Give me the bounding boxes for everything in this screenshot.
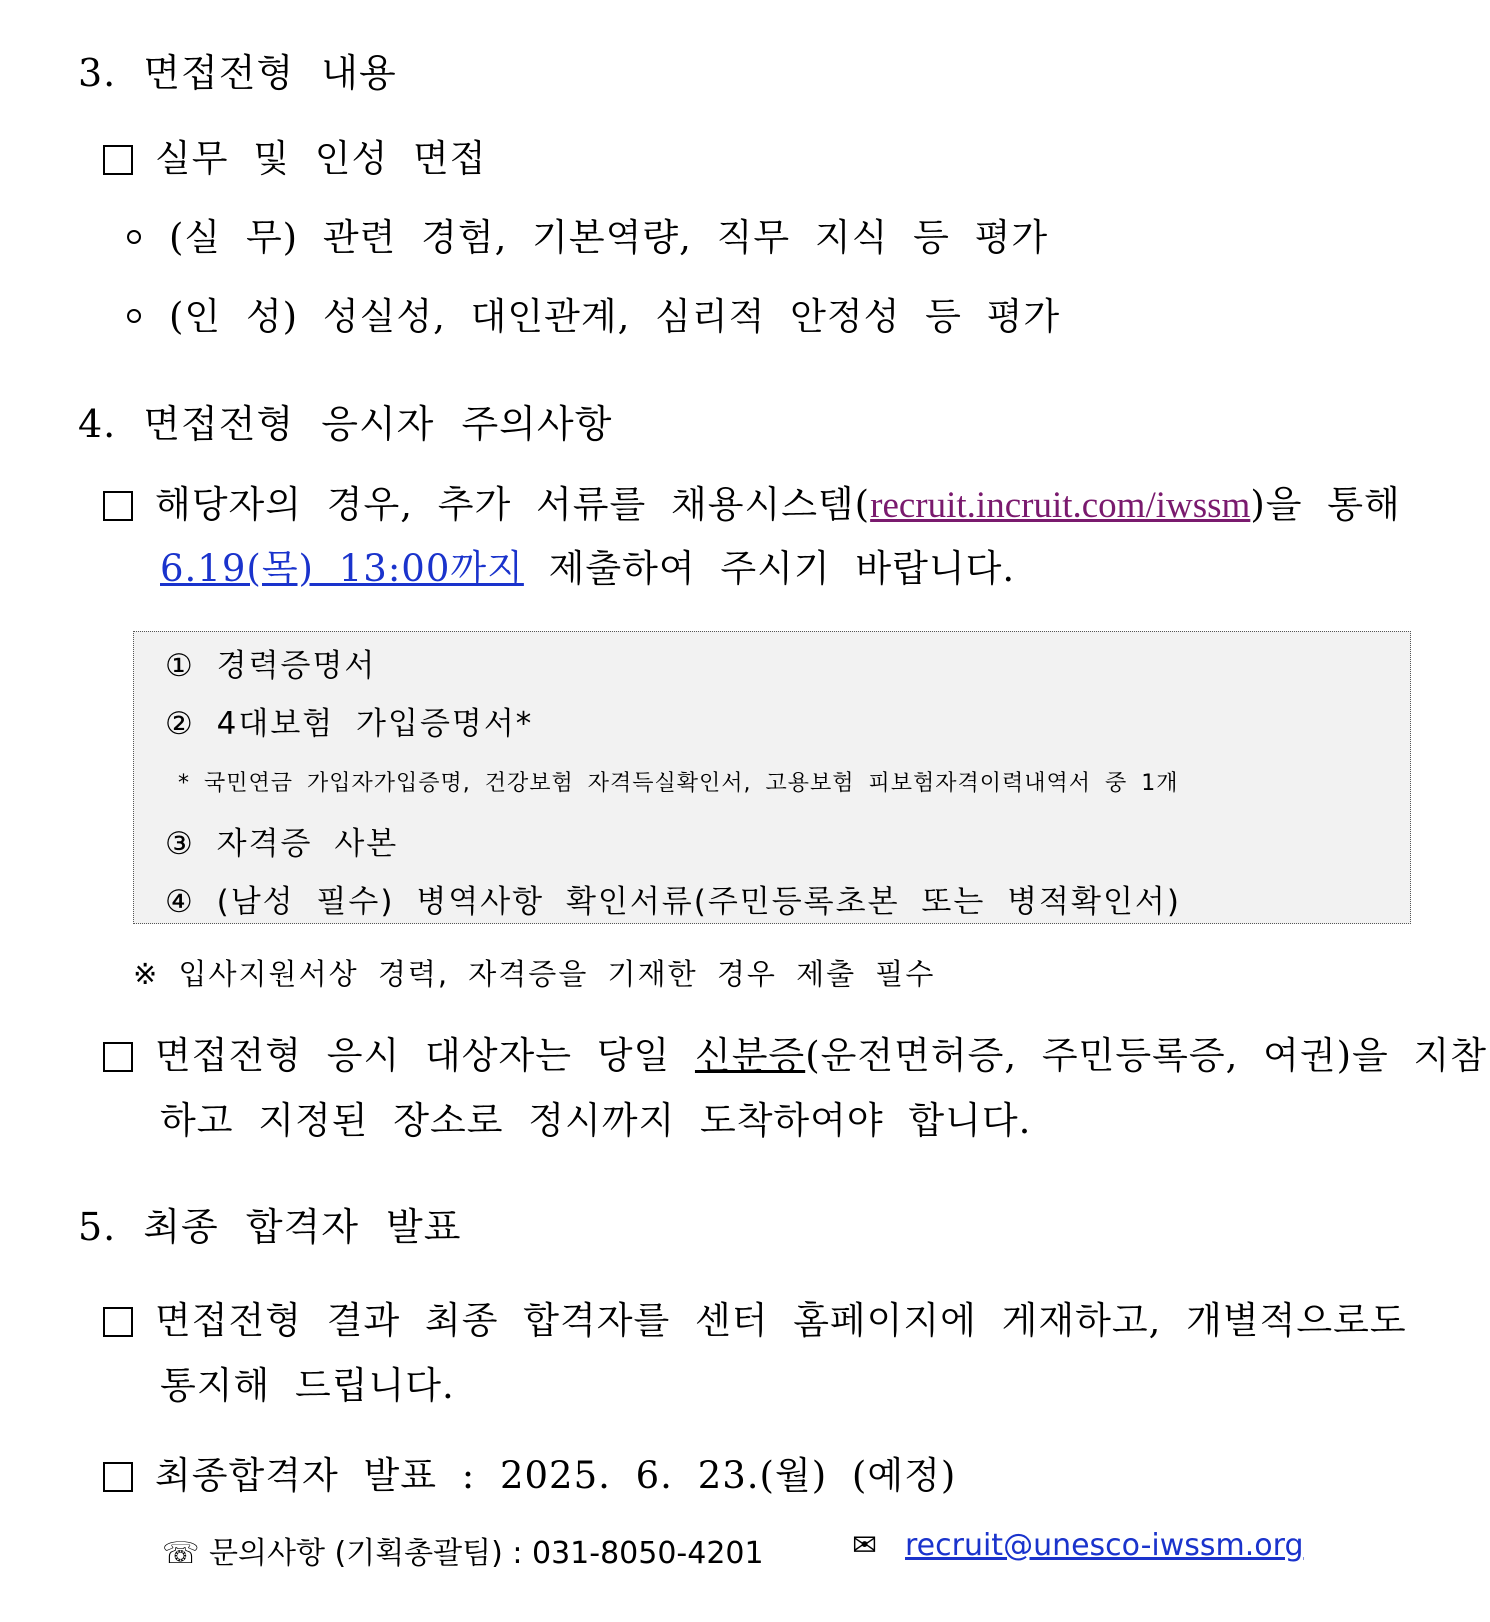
contact-phone: ☏ 문의사항 (기획총괄팀) : 031-8050-4201: [162, 1536, 764, 1571]
section3-item-text: 실무 및 인성 면접: [155, 137, 487, 180]
section4-item1-line1: [103, 474, 1401, 528]
section4-item1-text-part3: 제출하여 주시기 바랍니다.: [523, 547, 1016, 590]
document-item-certificate: ③ 자격증 사본: [165, 826, 399, 862]
checkbox-square-icon: [103, 1307, 133, 1337]
section5-heading: 5. 최종 합격자 발표: [78, 1205, 462, 1249]
section3-sub-practical-text: (실 무) 관련 경험, 기본역량, 직무 지식 등 평가: [169, 216, 1049, 259]
section3-sub-practical: [127, 207, 1048, 261]
document-item-career: ① 경력증명서: [165, 648, 377, 684]
document-item-military: ④ (남성 필수) 병역사항 확인서류(주민등록초본 또는 병적확인서): [165, 884, 1181, 920]
section4-item2-text-part1: 면접전형 응시 대상자는 당일: [155, 1034, 695, 1077]
section5-item1-text: 면접전형 결과 최종 합격자를 센터 홈페이지에 게재하고, 개별적으로도: [155, 1299, 1407, 1342]
section4-item1-line2: [160, 538, 1015, 592]
id-card-requirement: 신분증: [694, 1034, 806, 1077]
checkbox-square-icon: [103, 491, 133, 521]
bullet-circle-icon: [127, 309, 141, 323]
section3-sub-personality: [127, 286, 1060, 340]
bullet-circle-icon: [127, 230, 141, 244]
section4-item1-text-part2: )을 통해: [1250, 483, 1401, 526]
submission-deadline: 6.19(목) 13:00까지: [160, 547, 524, 590]
section4-item2-text-part2: (운전면허증, 주민등록증, 여권)을 지참: [805, 1034, 1487, 1077]
section3-item-practical-personality: [103, 128, 486, 182]
reference-note: ※ 입사지원서상 경력, 자격증을 기재한 경우 제출 필수: [133, 957, 936, 991]
final-announcement-date: 최종합격자 발표 : 2025. 6. 23.(월) (예정): [155, 1454, 957, 1497]
section3-heading: 3. 면접전형 내용: [78, 51, 397, 95]
section5-item1-line2: 통지해 드립니다.: [160, 1364, 455, 1407]
section3-sub-personality-text: (인 성) 성실성, 대인관계, 심리적 안정성 등 평가: [169, 295, 1061, 338]
contact-email-link[interactable]: recruit@unesco-iwssm.org: [905, 1528, 1304, 1563]
section4-item2-line1: [103, 1025, 1487, 1079]
section5-item2: [103, 1445, 956, 1499]
section4-item1-text-part1: 해당자의 경우, 추가 서류를 채용시스템(: [155, 483, 871, 526]
section4-item2-line2: 하고 지정된 장소로 정시까지 도착하여야 합니다.: [160, 1099, 1032, 1142]
email-icon: ✉: [852, 1528, 878, 1563]
document-item-insurance: ② 4대보험 가입증명서*: [165, 706, 534, 742]
section4-heading: 4. 면접전형 응시자 주의사항: [78, 402, 613, 446]
section5-item1-line1: [103, 1290, 1407, 1344]
checkbox-square-icon: [103, 1042, 133, 1072]
checkbox-square-icon: [103, 145, 133, 175]
document-note-insurance: * 국민연금 가입자가입증명, 건강보험 자격득실확인서, 고용보험 피보험자격이력내역서 중 1개: [178, 771, 1179, 796]
checkbox-square-icon: [103, 1462, 133, 1492]
recruit-system-link[interactable]: recruit.incruit.com/iwssm: [870, 485, 1251, 526]
